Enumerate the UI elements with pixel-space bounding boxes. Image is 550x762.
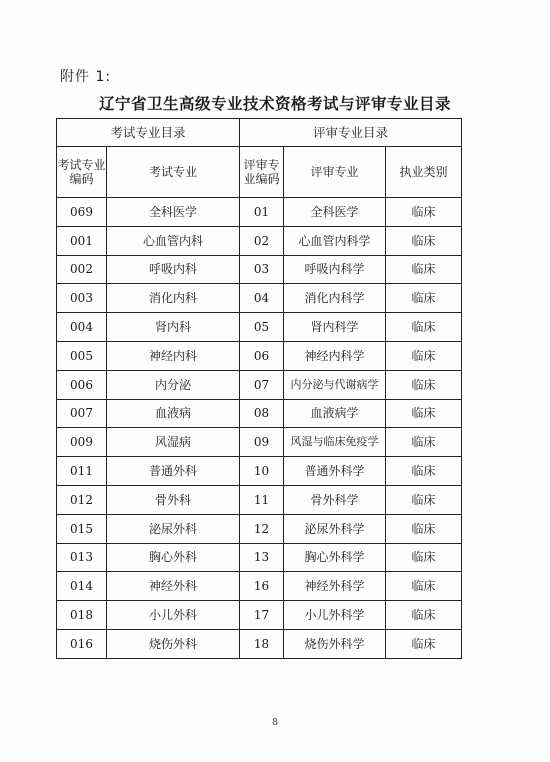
review-code-cell: 11 [240, 485, 284, 514]
exam-code-cell: 009 [57, 428, 107, 457]
practice-category-cell: 临床 [386, 226, 462, 255]
page-number: 8 [272, 718, 278, 728]
review-specialty-cell: 全科医学 [284, 198, 386, 227]
review-specialty-cell: 呼吸内科学 [284, 255, 386, 284]
review-specialty-cell: 内分泌与代谢病学 [284, 370, 386, 399]
table-row [57, 313, 462, 342]
column-header-row [57, 147, 462, 198]
review-code-cell: 07 [240, 370, 284, 399]
practice-category-cell: 临床 [386, 572, 462, 601]
table-row [57, 629, 462, 658]
review-code-cell: 05 [240, 313, 284, 342]
table-row [57, 514, 462, 543]
exam-specialty-cell: 消化内科 [107, 284, 240, 313]
review-code-cell: 02 [240, 226, 284, 255]
attachment-label: 附件 1: [60, 69, 112, 85]
review-specialty-cell: 普通外科学 [284, 457, 386, 486]
exam-code-cell: 004 [57, 313, 107, 342]
practice-category-header: 执业类别 [386, 147, 462, 198]
exam-code-cell: 005 [57, 341, 107, 370]
exam-code-cell: 012 [57, 485, 107, 514]
review-code-cell: 09 [240, 428, 284, 457]
practice-category-cell: 临床 [386, 457, 462, 486]
exam-code-cell: 007 [57, 399, 107, 428]
exam-specialty-cell: 呼吸内科 [107, 255, 240, 284]
review-specialty-cell: 血液病学 [284, 399, 386, 428]
exam-code-cell: 018 [57, 601, 107, 630]
table-row [57, 198, 462, 227]
review-code-cell: 04 [240, 284, 284, 313]
review-code-cell: 16 [240, 572, 284, 601]
practice-category-cell: 临床 [386, 341, 462, 370]
exam-specialty-cell: 心血管内科 [107, 226, 240, 255]
review-specialty-cell: 心血管内科学 [284, 226, 386, 255]
review-specialty-cell: 消化内科学 [284, 284, 386, 313]
review-catalog-header: 评审专业目录 [240, 119, 462, 147]
document-title: 辽宁省卫生高级专业技术资格考试与评审专业目录 [98, 95, 451, 113]
exam-code-header: 考试专业编码 [57, 147, 107, 198]
exam-code-cell: 006 [57, 370, 107, 399]
table-row [57, 485, 462, 514]
practice-category-cell: 临床 [386, 601, 462, 630]
review-code-cell: 01 [240, 198, 284, 227]
practice-category-cell: 临床 [386, 514, 462, 543]
review-specialty-cell: 骨外科学 [284, 485, 386, 514]
exam-code-cell: 002 [57, 255, 107, 284]
exam-specialty-cell: 肾内科 [107, 313, 240, 342]
review-code-cell: 03 [240, 255, 284, 284]
exam-specialty-cell: 骨外科 [107, 485, 240, 514]
table-row [57, 601, 462, 630]
table-row [57, 457, 462, 486]
review-code-cell: 17 [240, 601, 284, 630]
exam-specialty-cell: 神经内科 [107, 341, 240, 370]
exam-specialty-cell: 血液病 [107, 399, 240, 428]
review-specialty-cell: 小儿外科学 [284, 601, 386, 630]
exam-specialty-cell: 烧伤外科 [107, 629, 240, 658]
review-specialty-cell: 胸心外科学 [284, 543, 386, 572]
exam-specialty-cell: 胸心外科 [107, 543, 240, 572]
exam-code-cell: 016 [57, 629, 107, 658]
practice-category-cell: 临床 [386, 255, 462, 284]
exam-code-cell: 013 [57, 543, 107, 572]
exam-specialty-header: 考试专业 [107, 147, 240, 198]
table-row [57, 370, 462, 399]
exam-specialty-cell: 风湿病 [107, 428, 240, 457]
practice-category-cell: 临床 [386, 543, 462, 572]
review-specialty-cell: 神经内科学 [284, 341, 386, 370]
practice-category-cell: 临床 [386, 284, 462, 313]
review-code-header: 评审专业编码 [240, 147, 284, 198]
review-specialty-cell: 风湿与临床免疫学 [284, 428, 386, 457]
review-specialty-cell: 泌尿外科学 [284, 514, 386, 543]
exam-specialty-cell: 小儿外科 [107, 601, 240, 630]
review-specialty-cell: 神经外科学 [284, 572, 386, 601]
practice-category-cell: 临床 [386, 428, 462, 457]
review-code-cell: 18 [240, 629, 284, 658]
exam-specialty-cell: 全科医学 [107, 198, 240, 227]
review-code-cell: 10 [240, 457, 284, 486]
table-row [57, 572, 462, 601]
practice-category-cell: 临床 [386, 629, 462, 658]
table-row [57, 399, 462, 428]
table-row [57, 341, 462, 370]
review-code-cell: 13 [240, 543, 284, 572]
table-row [57, 255, 462, 284]
exam-code-cell: 011 [57, 457, 107, 486]
review-specialty-header: 评审专业 [284, 147, 386, 198]
review-specialty-cell: 烧伤外科学 [284, 629, 386, 658]
group-header-row [57, 119, 462, 147]
practice-category-cell: 临床 [386, 370, 462, 399]
exam-catalog-header: 考试专业目录 [57, 119, 240, 147]
exam-code-cell: 014 [57, 572, 107, 601]
exam-specialty-cell: 普通外科 [107, 457, 240, 486]
review-specialty-cell: 肾内科学 [284, 313, 386, 342]
practice-category-cell: 临床 [386, 399, 462, 428]
specialty-catalog-table [56, 118, 462, 659]
exam-specialty-cell: 神经外科 [107, 572, 240, 601]
table-row [57, 226, 462, 255]
practice-category-cell: 临床 [386, 485, 462, 514]
review-code-cell: 12 [240, 514, 284, 543]
exam-code-cell: 015 [57, 514, 107, 543]
table-row [57, 428, 462, 457]
table-row [57, 284, 462, 313]
review-code-cell: 06 [240, 341, 284, 370]
exam-code-cell: 003 [57, 284, 107, 313]
exam-code-cell: 069 [57, 198, 107, 227]
table-row [57, 543, 462, 572]
exam-specialty-cell: 泌尿外科 [107, 514, 240, 543]
exam-code-cell: 001 [57, 226, 107, 255]
practice-category-cell: 临床 [386, 198, 462, 227]
review-code-cell: 08 [240, 399, 284, 428]
practice-category-cell: 临床 [386, 313, 462, 342]
exam-specialty-cell: 内分泌 [107, 370, 240, 399]
